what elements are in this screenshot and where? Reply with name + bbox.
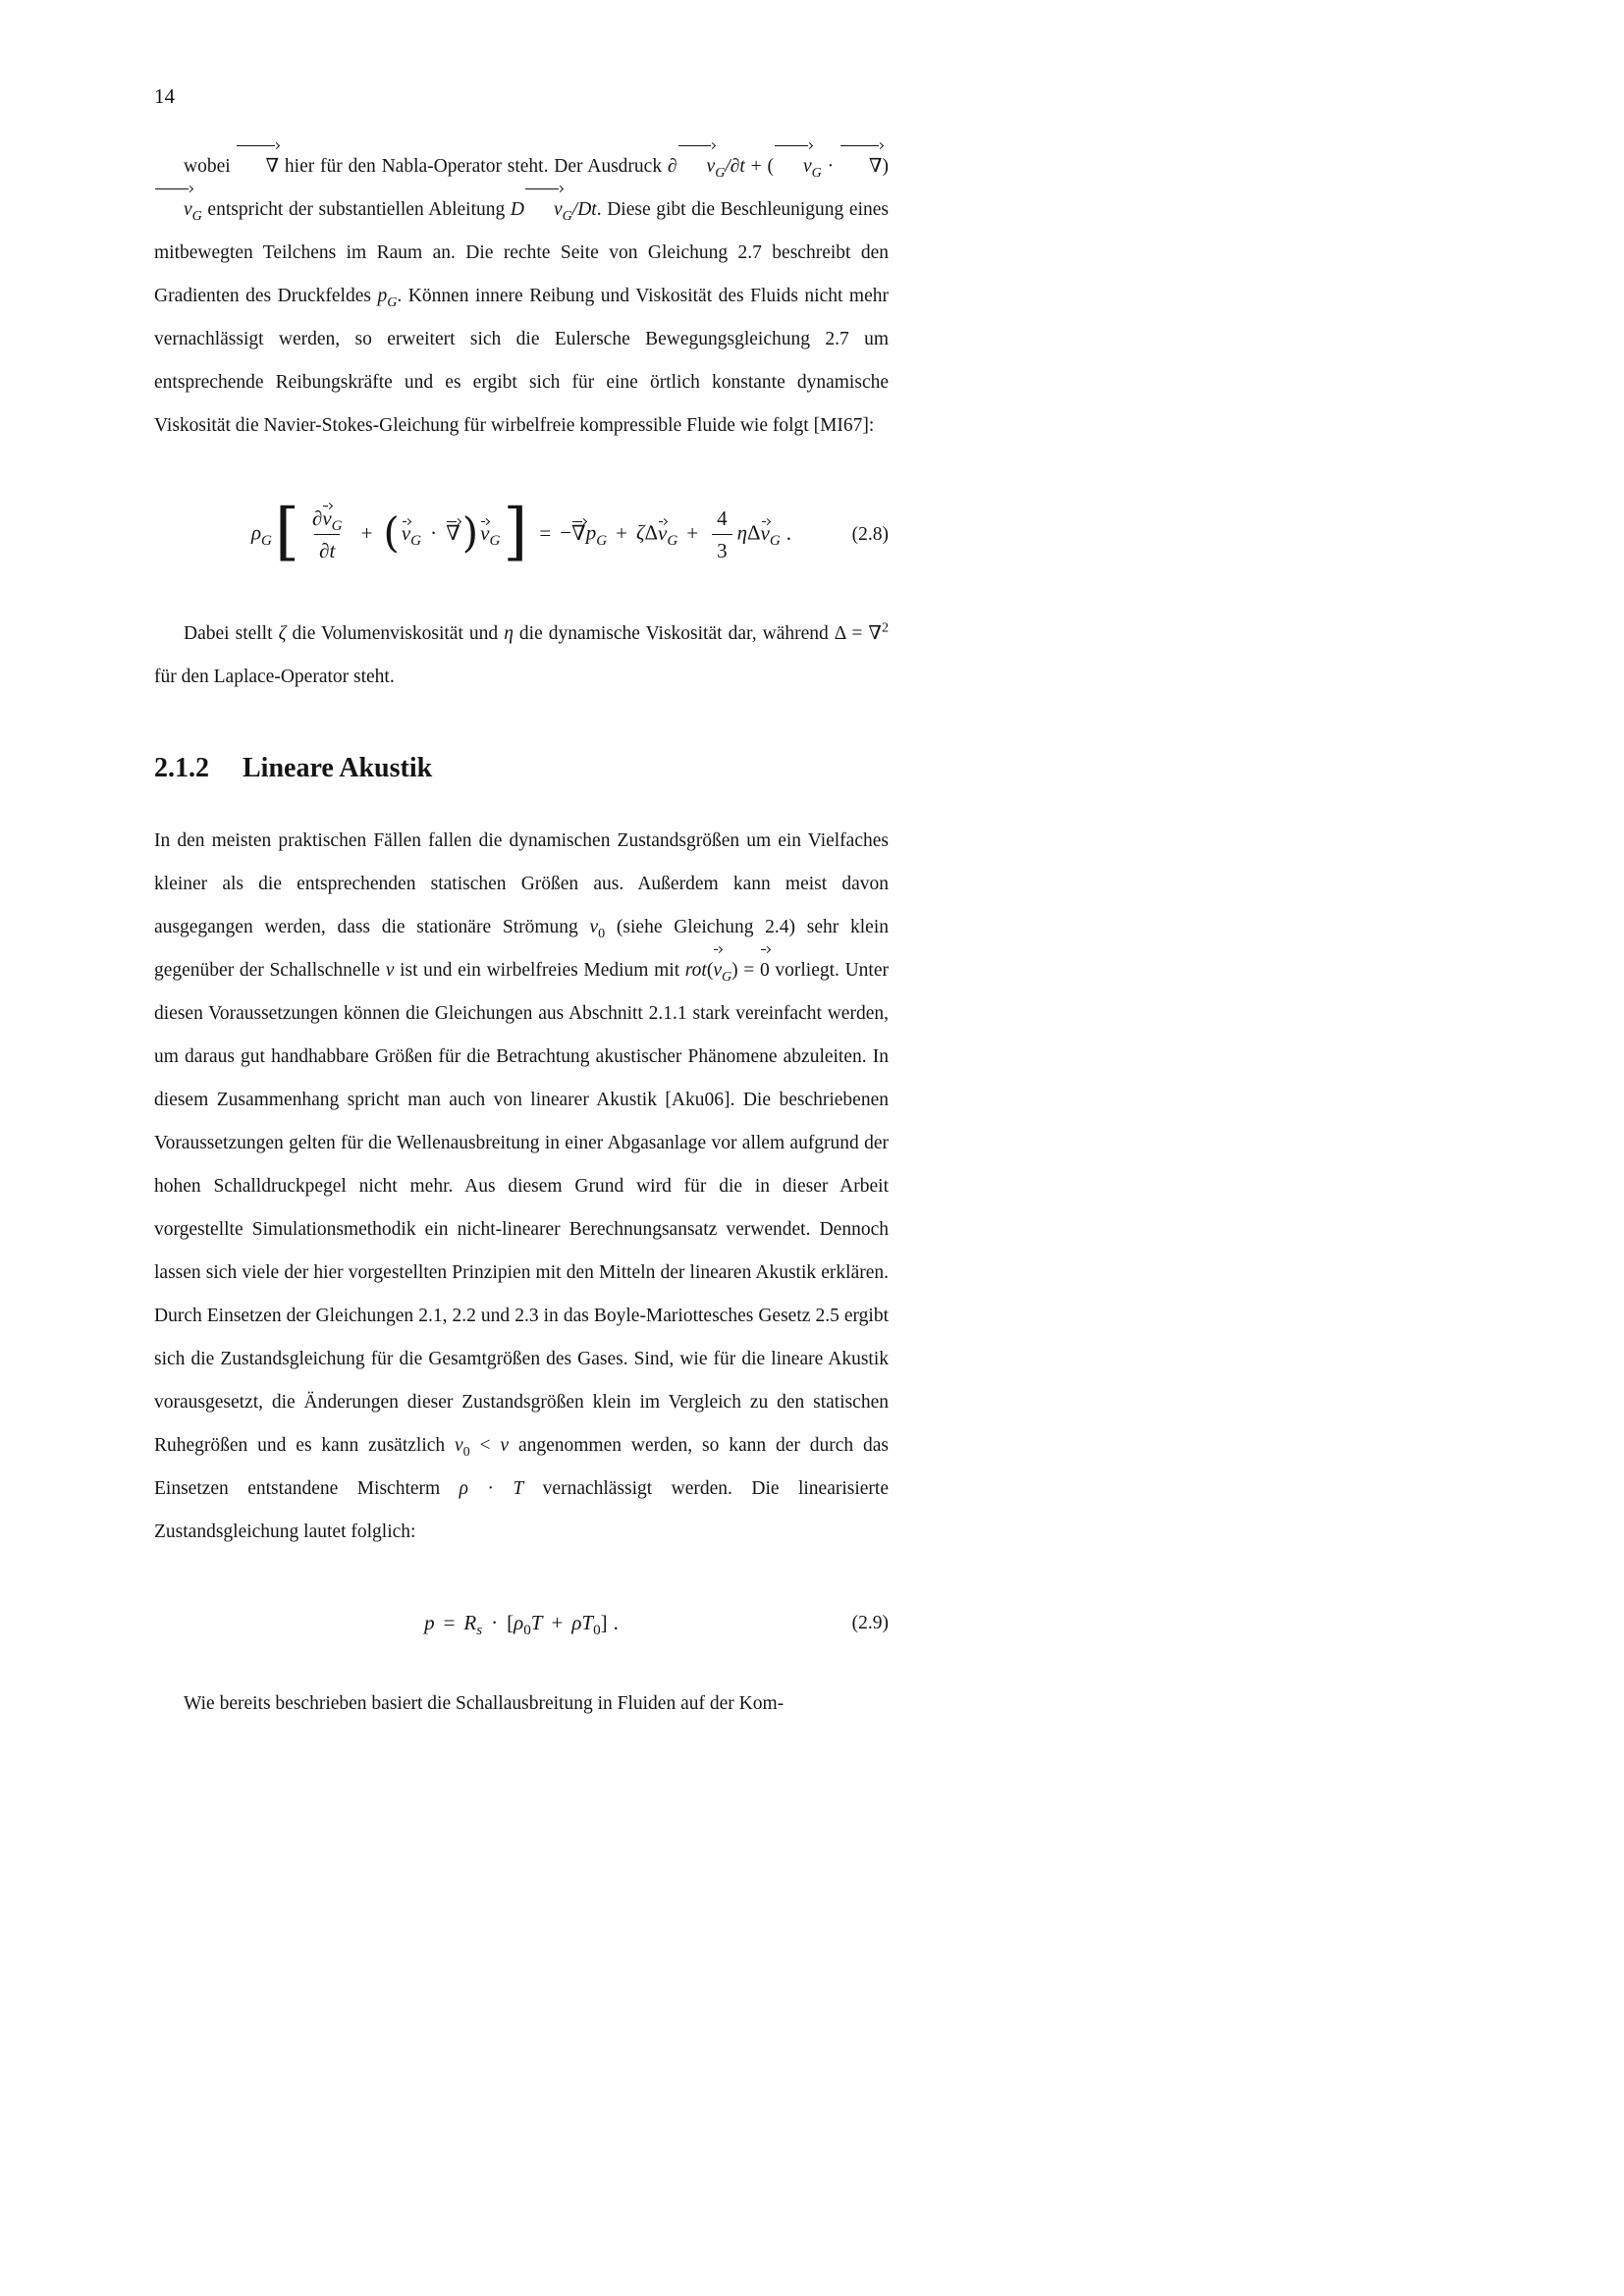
text-segment: ist und ein wirbelfreies Medium mit xyxy=(394,960,685,982)
text-segment: die dynamische Viskosität dar, während Δ = ∇ xyxy=(513,622,882,644)
math-sub-g: G xyxy=(410,532,422,549)
math-laplace: Δ xyxy=(747,520,761,545)
text-segment: ) = xyxy=(731,960,760,982)
math-cdot: · xyxy=(491,1611,499,1635)
math-sub-g: G xyxy=(667,532,678,549)
math-period: . xyxy=(613,1611,619,1635)
text-segment: . Können innere Reibung und Viskosität des Fluids nicht mehr vernachlässigt werden, so erweitert sich die Eulersche Bewegungsgleichung 2.7 um entsprechende Reibungskräfte und es ergibt sich für eine örtlich konstante dynamische Viskosität die Navier-Stokes-Gleichung für wirbelfreie kompressible Fluide wie folgt [MI67]: xyxy=(154,286,889,436)
text-segment: ∇ xyxy=(236,145,279,188)
fraction-dvdt xyxy=(307,505,348,565)
text-segment: hier für den Nabla-Operator steht. Der Ausdruck xyxy=(279,156,668,177)
page-number: 14 xyxy=(154,84,175,108)
equation-2-8-expression xyxy=(250,495,792,568)
text-segment: · xyxy=(468,1478,514,1500)
text-segment: In den meisten praktischen Fällen fallen die dynamischen Zustandsgrößen um ein Vielfaches kleiner als die entsprechenden statischen Größen aus. Außerdem kann meist davon ausgegangen werden, dass die stationäre Strömung xyxy=(154,830,889,938)
fraction-numerator xyxy=(307,505,348,534)
math-eta: η xyxy=(736,520,748,545)
text-segment: v xyxy=(677,145,716,188)
text-segment: für den Laplace-Operator steht. xyxy=(154,666,395,687)
left-paren: ( xyxy=(383,507,400,557)
math-sub-g: G xyxy=(769,532,781,549)
text-segment: die Volumenviskosität und xyxy=(286,622,505,644)
text-segment: 0 xyxy=(598,925,606,941)
math-sub-g: G xyxy=(331,518,343,535)
math-sub-s: s xyxy=(476,1623,483,1639)
text-segment: (siehe Gleichung 2.4) sehr klein gegenüber der Schallschnelle xyxy=(154,917,889,982)
text-segment: G xyxy=(715,164,726,181)
math-zeta: ζ xyxy=(635,520,645,545)
math-laplace: Δ xyxy=(644,520,658,545)
right-bracket: ] xyxy=(503,495,528,568)
section-title: Lineare Akustik xyxy=(243,752,433,783)
text-segment: v xyxy=(455,1435,463,1457)
math-equals: = xyxy=(443,1611,456,1635)
equation-number-2-8: (2.8) xyxy=(851,523,889,545)
text-segment: 0 xyxy=(462,1443,470,1460)
left-bracket: [ xyxy=(507,1611,514,1635)
section-heading-2-1-2 xyxy=(154,752,889,785)
text-segment: rot xyxy=(684,960,707,982)
math-rho: ρ xyxy=(514,1611,524,1635)
math-v-vector: v xyxy=(480,520,490,545)
paragraph-nabla-operator xyxy=(154,145,889,448)
math-plus: + xyxy=(551,1611,564,1635)
section-number: 2.1.2 xyxy=(154,752,209,783)
math-sub-g: G xyxy=(261,532,272,549)
text-segment: 0 xyxy=(760,949,770,992)
text-segment: . Diese gibt die Beschleunigung eines mitbewegten Teilchens im Raum an. Die rechte Seite von Gleichung 2.7 beschreibt den Gradienten des Druckfeldes xyxy=(154,199,889,306)
math-period: . xyxy=(785,520,792,545)
paragraph-schallausbreitung xyxy=(154,1682,889,1726)
math-partial: ∂ xyxy=(311,507,323,530)
fraction-denominator: 3 xyxy=(712,534,732,564)
text-segment: 2 xyxy=(881,619,889,635)
math-t: T xyxy=(581,1611,594,1635)
math-sub-0: 0 xyxy=(523,1623,531,1639)
equation-2-9-expression xyxy=(424,1611,619,1639)
text-segment: vorliegt. Unter diesen Voraussetzungen können die Gleichungen aus Abschnitt 2.1.1 stark vereinfacht werden, um daraus gut handhabbare Größen für die Betrachtung akustischer Phänomene abzuleiten. In diesem Zusammenhang spricht man auch von linearer Akustik [Aku06]. Die beschriebenen Voraussetzungen gelten für die Wellenausbreitung in einer Abgasanlage vor allem aufgrund der hohen Schalldruckpegel nicht mehr. Aus diesem Grund wird für die in dieser Arbeit vorgestellte Simulationsmethodik ein nicht-linearer Berechnungsansatz verwendet. Dennoch lassen sich viele der hier vorgestellten Prinzipien mit den Mitteln der linearen Akustik erklären. Durch Einsetzen der Gleichungen 2.1, 2.2 und 2.3 in das Boyle-Mariottesches Gesetz 2.5 ergibt sich die Zustandsgleichung für die Gesamtgrößen des Gases. Sind, wie für die lineare Akustik vorausgesetzt, die Änderungen dieser Zustandsgrößen klein im Vergleich zu den statischen Ruhegrößen und es kann zusätzlich xyxy=(154,960,889,1457)
right-bracket: ] xyxy=(600,1611,608,1635)
page-content xyxy=(154,145,889,1726)
text-segment: v xyxy=(713,949,722,992)
math-v-vector: v xyxy=(401,520,411,545)
text-segment: entspricht der substantiellen Ableitung xyxy=(201,199,511,220)
math-cdot: · xyxy=(430,520,438,545)
math-r: R xyxy=(463,1611,477,1635)
text-segment: T xyxy=(513,1478,524,1500)
text-segment: Dabei stellt xyxy=(184,622,279,644)
text-segment: D xyxy=(510,199,524,220)
text-segment: G xyxy=(191,207,202,224)
right-paren: ) xyxy=(461,507,479,557)
text-segment: vernachlässigt werden. Die linearisierte Zustandsgleichung lautet folglich: xyxy=(154,1478,889,1543)
text-segment: ∂ xyxy=(667,156,677,177)
text-segment: /Dt xyxy=(571,199,597,220)
text-segment: v xyxy=(774,145,812,188)
math-sub-0: 0 xyxy=(593,1623,601,1639)
math-equals: = xyxy=(539,520,552,545)
text-segment: v xyxy=(385,960,395,982)
math-p: p xyxy=(585,520,597,545)
math-t: T xyxy=(530,1611,543,1635)
fraction-denominator xyxy=(314,534,340,564)
text-segment: ζ xyxy=(278,622,287,644)
text-segment: ( xyxy=(706,960,714,982)
math-nabla-vector: ∇ xyxy=(571,520,586,545)
equation-2-9 xyxy=(154,1611,889,1639)
math-rho: ρ xyxy=(250,520,262,545)
paragraph-lineare-akustik xyxy=(154,820,889,1554)
text-segment: · xyxy=(821,156,839,177)
math-nabla-vector: ∇ xyxy=(446,520,460,545)
math-rho: ρ xyxy=(571,1611,582,1635)
text-segment: /∂t xyxy=(725,156,745,177)
math-partial-t: ∂t xyxy=(319,539,336,563)
text-segment: Wie bereits beschrieben basiert die Schallausbreitung in Fluiden auf der Kom- xyxy=(184,1693,785,1715)
text-segment: v xyxy=(589,917,599,938)
math-minus: − xyxy=(560,520,572,545)
text-segment: ) xyxy=(882,156,890,177)
fraction-numerator: 4 xyxy=(717,507,728,530)
fraction-four-thirds xyxy=(712,505,732,565)
text-segment: ρ xyxy=(459,1478,469,1500)
text-segment: G xyxy=(722,968,732,985)
text-segment: ∇ xyxy=(839,145,883,188)
text-segment: G xyxy=(811,164,822,181)
equation-number-2-9: (2.9) xyxy=(851,1612,889,1633)
math-v-vector: v xyxy=(760,520,770,545)
text-segment: G xyxy=(387,294,398,310)
math-plus: + xyxy=(686,520,699,545)
text-segment: η xyxy=(504,622,514,644)
text-segment: wobei xyxy=(184,156,237,177)
text-segment: p xyxy=(377,286,388,306)
math-sub-g: G xyxy=(489,532,501,549)
math-p: p xyxy=(424,1611,435,1635)
text-segment: angenommen werden, so kann der durch das Einsetzen entstandene Mischterm xyxy=(154,1435,889,1500)
math-v-vector: v xyxy=(322,507,332,530)
math-v-vector: v xyxy=(658,520,668,545)
text-segment: < xyxy=(469,1435,501,1457)
text-segment: G xyxy=(562,207,572,224)
text-segment: v xyxy=(500,1435,510,1457)
equation-2-8 xyxy=(154,495,889,568)
text-segment: v xyxy=(154,188,192,232)
math-plus: + xyxy=(360,520,373,545)
math-sub-g: G xyxy=(596,532,608,549)
text-segment: v xyxy=(524,188,563,232)
math-plus: + xyxy=(616,520,627,545)
left-bracket: [ xyxy=(274,495,299,568)
paragraph-dabei-stellt xyxy=(154,613,889,699)
text-segment: + ( xyxy=(744,156,774,177)
